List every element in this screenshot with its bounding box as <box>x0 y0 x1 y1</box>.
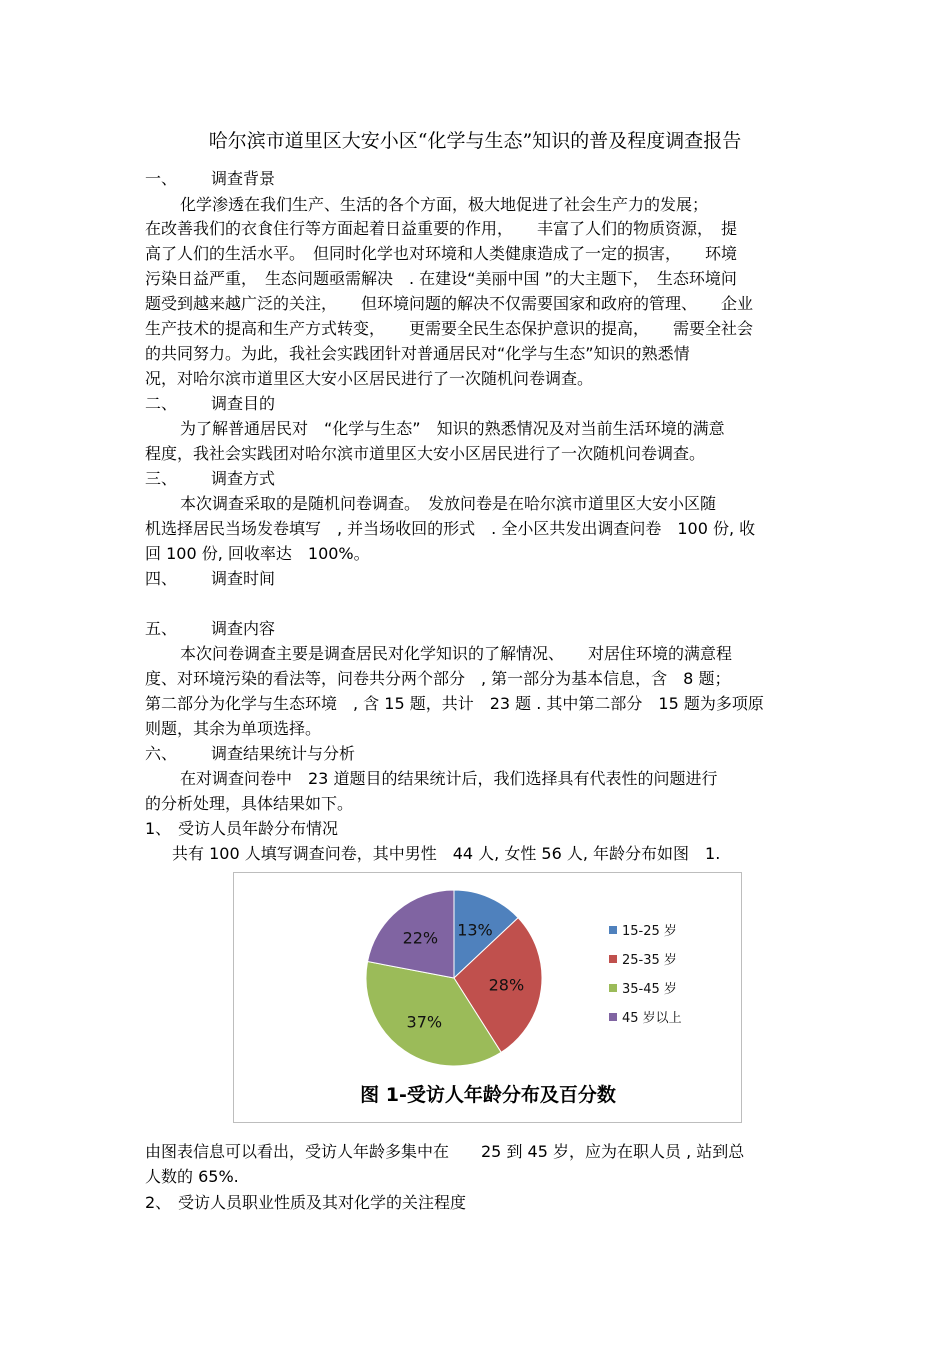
subsection-title: 受访人员职业性质及其对化学的关注程度 <box>178 1193 467 1212</box>
paragraph-line: 共有 100 人填写调查问卷，其中男性 44 人, 女性 56 人, 年龄分布如图 1. <box>172 844 721 863</box>
legend-swatch-2 <box>609 955 617 963</box>
section-heading-content <box>145 618 810 640</box>
paragraph-line: 第二部分为化学与生态环境 , 含 15 题，共计 23 题 . 其中第二部分 15 题为多项原 <box>145 694 764 713</box>
subsection-heading-occupation <box>145 1192 810 1214</box>
section-heading-background <box>145 168 810 190</box>
paragraph-line: 度、对环境污染的看法等，问卷共分两个部分 , 第一部分为基本信息，含 8 题； <box>145 669 731 688</box>
paragraph-line: 污染日益严重， 生态问题亟需解决 . 在建设“美丽中国 ”的大主题下， 生态环境问 <box>145 269 737 288</box>
section-number: 二、 <box>145 394 178 413</box>
paragraph-line: 为了解普通居民对 “化学与生态” 知识的熟悉情况及对当前生活环境的满意 <box>180 419 725 438</box>
section-number: 六、 <box>145 744 178 763</box>
paragraph-line: 本次问卷调查主要是调查居民对化学知识的了解情况、 对居住环境的满意程 <box>180 644 733 663</box>
section-heading-purpose <box>145 393 810 415</box>
section-title: 调查方式 <box>211 469 276 488</box>
section-heading-method <box>145 468 810 490</box>
report-title: 哈尔滨市道里区大安小区“化学与生态”知识的普及程度调查报告 <box>208 130 742 152</box>
legend-label-1: 15-25 岁 <box>622 924 677 939</box>
section-number: 四、 <box>145 569 178 588</box>
paragraph-line: 则题，其余为单项选择。 <box>145 719 322 738</box>
legend-swatch-4 <box>609 1013 617 1021</box>
paragraph-line: 机选择居民当场发卷填写 , 并当场收回的形式 . 全小区共发出调查问卷 100 份, 收 <box>145 519 756 538</box>
paragraph-line: 由图表信息可以看出，受访人年龄多集中在 25 到 45 岁，应为在职人员 , 站到总 <box>145 1142 745 1161</box>
paragraph-line: 在对调查问卷中 23 道题目的结果统计后，我们选择具有代表性的问题进行 <box>180 769 718 788</box>
slice-label-2: 28% <box>488 975 525 995</box>
paragraph-line: 在改善我们的衣食住行等方面起着日益重要的作用， 丰富了人们的物质资源， 提 <box>145 219 738 238</box>
paragraph-line: 的共同努力。为此，我社会实践团针对普通居民对“化学与生态”知识的熟悉情 <box>145 344 690 363</box>
section-number: 一、 <box>145 169 178 188</box>
subsection-number: 2、 <box>145 1193 172 1212</box>
age-pie-chart <box>233 872 742 1123</box>
legend-label-2: 25-35 岁 <box>622 953 677 968</box>
legend-label-4: 45 岁以上 <box>622 1011 682 1026</box>
slice-label-4: 22% <box>402 928 439 948</box>
section-title: 调查目的 <box>211 394 276 413</box>
paragraph-line: 本次调查采取的是随机问卷调查。 发放问卷是在哈尔滨市道里区大安小区随 <box>180 494 717 513</box>
paragraph-line: 题受到越来越广泛的关注， 但环境问题的解决不仅需要国家和政府的管理、 企业 <box>145 294 754 313</box>
paragraph-line: 高了人们的生活水平。 但同时化学也对环境和人类健康造成了一定的损害， 环境 <box>145 244 738 263</box>
legend-swatch-1 <box>609 926 617 934</box>
legend-label-3: 35-45 岁 <box>622 982 677 997</box>
paragraph-line: 程度，我社会实践团对哈尔滨市道里区大安小区居民进行了一次随机问卷调查。 <box>145 444 706 463</box>
pie-chart-svg <box>234 873 743 1124</box>
paragraph-line: 化学渗透在我们生产、生活的各个方面，极大地促进了社会生产力的发展； <box>180 195 709 214</box>
section-number: 五、 <box>145 619 178 638</box>
subsection-title: 受访人员年龄分布情况 <box>178 819 339 838</box>
slice-label-3: 37% <box>406 1012 443 1032</box>
subsection-number: 1、 <box>145 819 172 838</box>
section-number: 三、 <box>145 469 178 488</box>
paragraph-line: 况，对哈尔滨市道里区大安小区居民进行了一次随机问卷调查。 <box>145 369 594 388</box>
section-title: 调查时间 <box>211 569 276 588</box>
section-heading-time <box>145 568 810 590</box>
paragraph-line: 生产技术的提高和生产方式转变， 更需要全民生态保护意识的提高， 需要全社会 <box>145 319 754 338</box>
section-title: 调查背景 <box>211 169 276 188</box>
chart-title: 图 1-受访人年龄分布及百分数 <box>360 1084 616 1106</box>
paragraph-line: 的分析处理，具体结果如下。 <box>145 794 354 813</box>
slice-label-1: 13% <box>457 920 493 940</box>
section-title: 调查结果统计与分析 <box>211 744 356 763</box>
section-heading-analysis <box>145 743 810 765</box>
subsection-heading-age <box>145 818 810 840</box>
paragraph-line: 人数的 65%. <box>145 1167 239 1186</box>
section-title: 调查内容 <box>211 619 276 638</box>
legend-swatch-3 <box>609 984 617 992</box>
paragraph-line: 回 100 份, 回收率达 100%。 <box>145 544 370 563</box>
